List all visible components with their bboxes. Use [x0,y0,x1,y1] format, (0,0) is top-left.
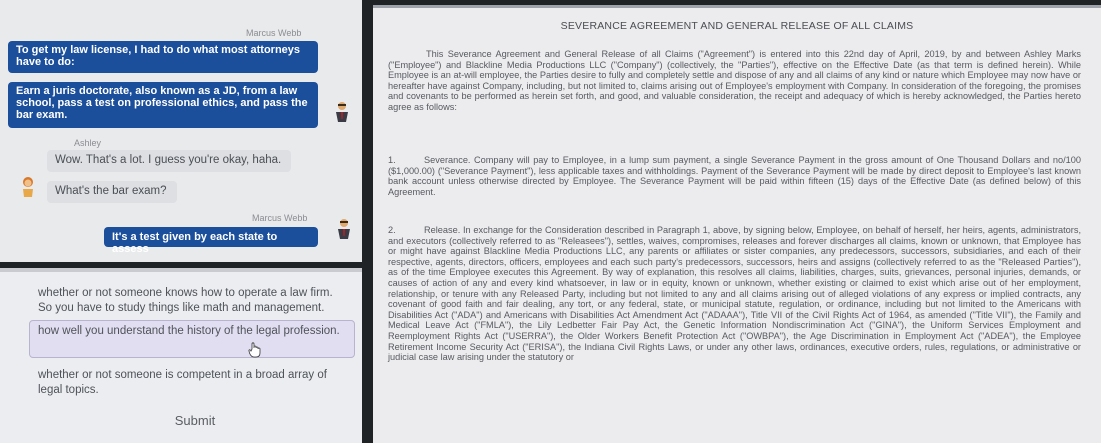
sender-name: Marcus Webb [246,28,302,38]
document-toolbar [373,5,1101,8]
answer-option-3[interactable]: whether or not someone is competent in a broad array of legal topics. [38,369,327,396]
hand-cursor-icon [248,342,262,358]
section-text: Release. In exchange for the Consideration described in Paragraph 1, above, by signing below, Employee, on behalf of herself, her heirs, agents, administrators, and executors (collectively referred to as "Releasees"), settles, waives, compromises, releases and forever discharges all claims, known or unknown, that Employee has or might have against Blackline Media Productions LLC, any parents or affiliates or sister companies, any predecessors, successors, subsidiaries, and each of their respective, agents, directors, officers, employees and each such party's predecessors, successors, heirs and assigns (collectively referred to as the "Released Parties"), as of the time Employee executes this Agreement. By way of explanation, this resolves all claims, liabilities, charges, suits, grievances, personal injuries, demands, or causes of action of any and every kind whatsoever, in law or in equity, known or unknown, whether existing or claimed to exist which arise out of her employment, relationship, or tenure with any Released Party, including but not limited to any and all claims arising out of alleged violations of any express or implied contracts, any covenant of good faith and fair dealing, any tort, or any federal, state, or municipal statute, regulation, or ordinance, including but not limited to the Americans with Disabilities Act ("ADA") and Americans with Disabilities Act Amendment Act ("ADAAA"), Title VII of the Civil Rights Act of 1964, as amended ("Title VII"), the Family and Medical Leave Act ("FMLA"), the Lily Ledbetter Fair Pay Act, the Genetic Information Nondiscrimination Act ("GINA"), the Uniform Services Employment and Reemployment Rights Act ("USERRA"), the Older Workers Benefit Protection Act ("OWBPA"), the Age Discrimination in Employment Act ("ADEA"), the Employee Retirement Income Security Act ("ERISA"), the Indiana Civil Rights Laws, or under any other laws, ordinances, executive orders, rules, regulations, or administrative or judicial case law arising under the statutory or [388,225,1081,363]
answer-option-2[interactable]: how well you understand the history of the legal profession. [29,320,355,358]
chat-bubble-marcus: Earn a juris doctorate, also known as a JD, from a law school, pass a test on professional ethics, and pass the bar exam. [8,82,318,128]
document-section-1 [388,155,1081,197]
chat-bubble-ashley: What's the bar exam? [47,181,177,203]
section-text: Severance. Company will pay to Employee, in a lump sum payment, a single Severance Payment in the gross amount of One Thousand Dollars and no/100 ($1,000.00) ("Severance Payment"), less applicable taxes and withholdings. Payment of the Severance Payment will be made by direct deposit to Employee's last known bank account unless otherwise directed by Employee. The Severance Payment will be paid within fifteen (15) days of the Effective Date (as defined below) of this Agreement. [388,155,1081,197]
answer-option-1[interactable]: whether or not someone knows how to operate a law firm. So you have to study things like math and management. [38,287,333,314]
avatar-ashley-icon [20,176,36,198]
document-panel [373,5,1101,443]
sender-name: Marcus Webb [252,213,308,223]
chat-bubble-marcus: To get my law license, I had to do what most attorneys have to do: [8,41,318,73]
avatar-marcus-icon [334,101,350,123]
chat-panel [0,0,362,262]
intro-text: This Severance Agreement and General Release of all Claims ("Agreement") is entered into this 22nd day of April, 2019, by and between Ashley Marks ("Employee") and Blackline Media Productions LLC ("Company") (collectively, the "Parties"), effective on the Effective Date (as that term is defined herein). While Employee is an at-will employee, the Parties desire to fully and completely settle and dispose of any and all claims of any kind or nature which Employee may now have or hereafter have against Company, including, but not limited to, claims arising out of Employee's employment with Company. In consideration of the foregoing, the promises and covenants to be performed as herein set forth, and good, and valuable consideration, the receipt and adequacy of which is hereby acknowledged, the Parties hereto agree as follows: [388,49,1081,112]
document-intro-paragraph [388,49,1081,113]
chat-bubble-ashley: Wow. That's a lot. I guess you're okay, haha. [47,150,291,172]
answer-panel [0,268,362,443]
divider [0,268,362,272]
document-section-2 [388,225,1081,363]
submit-button[interactable]: Submit [150,411,240,429]
section-number: 2. [388,225,396,235]
chat-bubble-marcus-typing: It's a test given by each state to assess [104,227,318,247]
sender-name: Ashley [74,138,102,148]
document-title: SEVERANCE AGREEMENT AND GENERAL RELEASE OF ALL CLAIMS [560,20,914,32]
avatar-marcus-icon [336,218,352,240]
section-number: 1. [388,155,396,165]
